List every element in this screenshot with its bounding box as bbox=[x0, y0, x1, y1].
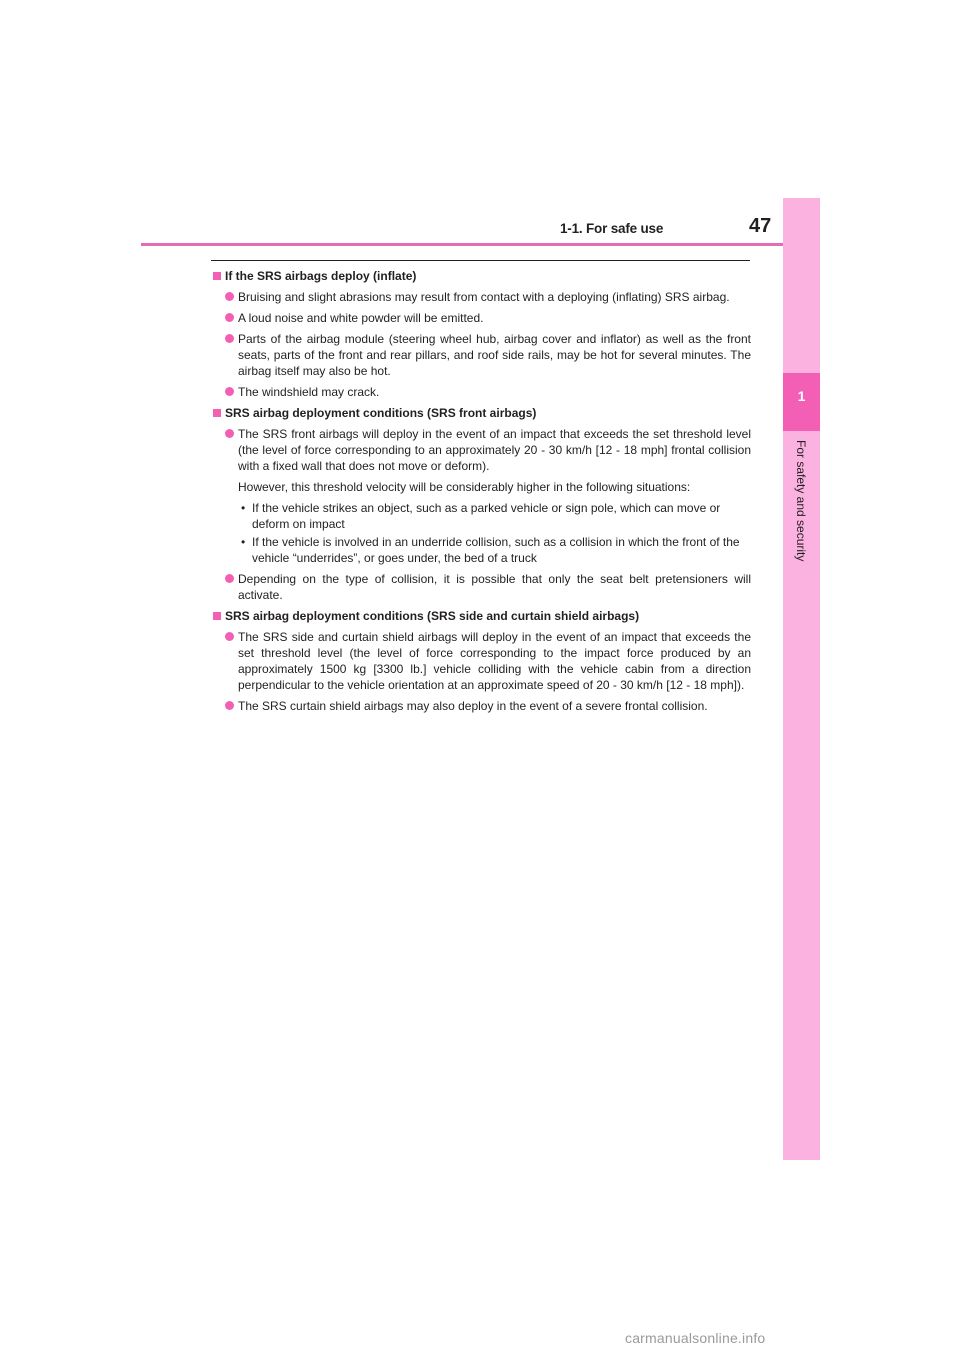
chapter-number: 1 bbox=[797, 388, 806, 404]
circle-bullet-icon bbox=[225, 701, 234, 710]
paragraph: However, this threshold velocity will be considerably higher in the following situations: bbox=[238, 480, 691, 494]
section-title: 1-1. For safe use bbox=[560, 221, 664, 236]
sub-list-item: • If the vehicle is involved in an underride collision, such as a collision in which the front of the vehicle “underrides”, or goes under, the bed of a truck bbox=[241, 535, 740, 565]
list-item: Parts of the airbag module (steering wheel hub, airbag cover and inflator) as well as the front seats, parts of the front and rear pillars, and roof side rails, may be hot for several minutes. The airbag itself may also be hot. bbox=[211, 331, 751, 379]
chapter-label: For safety and security bbox=[794, 440, 808, 562]
circle-bullet-icon bbox=[225, 429, 234, 438]
circle-bullet-icon bbox=[225, 574, 234, 583]
sub-bullet-dot: • bbox=[241, 501, 246, 515]
list-item: The SRS side and curtain shield airbags will deploy in the event of an impact that exceeds the set threshold level (the level of force corresponding to the impact force produced by an approximately 1500 kg [3300 lb.] vehicle colliding with the vehicle cabin from a direction perpendicular to the vehicle orientation at an approximate speed of 20 - 30 km/h [12 - 18 mph]). bbox=[211, 629, 751, 693]
section-heading: SRS airbag deployment conditions (SRS side and curtain shield airbags) bbox=[211, 608, 751, 624]
sub-bullet-dot: • bbox=[241, 535, 246, 549]
section-heading: SRS airbag deployment conditions (SRS front airbags) bbox=[211, 405, 751, 421]
square-bullet-icon bbox=[213, 612, 221, 620]
list-item: The SRS front airbags will deploy in the event of an impact that exceeds the set threshold level (the level of force corresponding to an approximately 20 - 30 km/h [12 - 18 mph] frontal collision with a fixed wall that does not move or deform). bbox=[211, 426, 751, 474]
header-rule bbox=[141, 243, 820, 246]
square-bullet-icon bbox=[213, 409, 221, 417]
list-item: The SRS curtain shield airbags may also deploy in the event of a severe frontal collision. bbox=[211, 698, 751, 714]
page-number: 47 bbox=[749, 215, 772, 237]
sub-list-item: • If the vehicle strikes an object, such as a parked vehicle or sign pole, which can move or deform on impact bbox=[241, 501, 721, 531]
page-content bbox=[211, 268, 751, 714]
list-item: The windshield may crack. bbox=[211, 384, 751, 400]
chapter-tab-strip bbox=[783, 198, 820, 1160]
circle-bullet-icon bbox=[225, 313, 234, 322]
circle-bullet-icon bbox=[225, 292, 234, 301]
list-item: Depending on the type of collision, it is possible that only the seat belt pretensioners will activate. bbox=[211, 571, 751, 603]
watermark: carmanualsonline.info bbox=[625, 1330, 766, 1346]
circle-bullet-icon bbox=[225, 334, 234, 343]
content-top-rule bbox=[211, 260, 750, 261]
circle-bullet-icon bbox=[225, 632, 234, 641]
square-bullet-icon bbox=[213, 272, 221, 280]
section-heading: If the SRS airbags deploy (inflate) bbox=[211, 268, 751, 284]
list-item: A loud noise and white powder will be emitted. bbox=[211, 310, 751, 326]
circle-bullet-icon bbox=[225, 387, 234, 396]
list-item: Bruising and slight abrasions may result from contact with a deploying (inflating) SRS airbag. bbox=[211, 289, 751, 305]
